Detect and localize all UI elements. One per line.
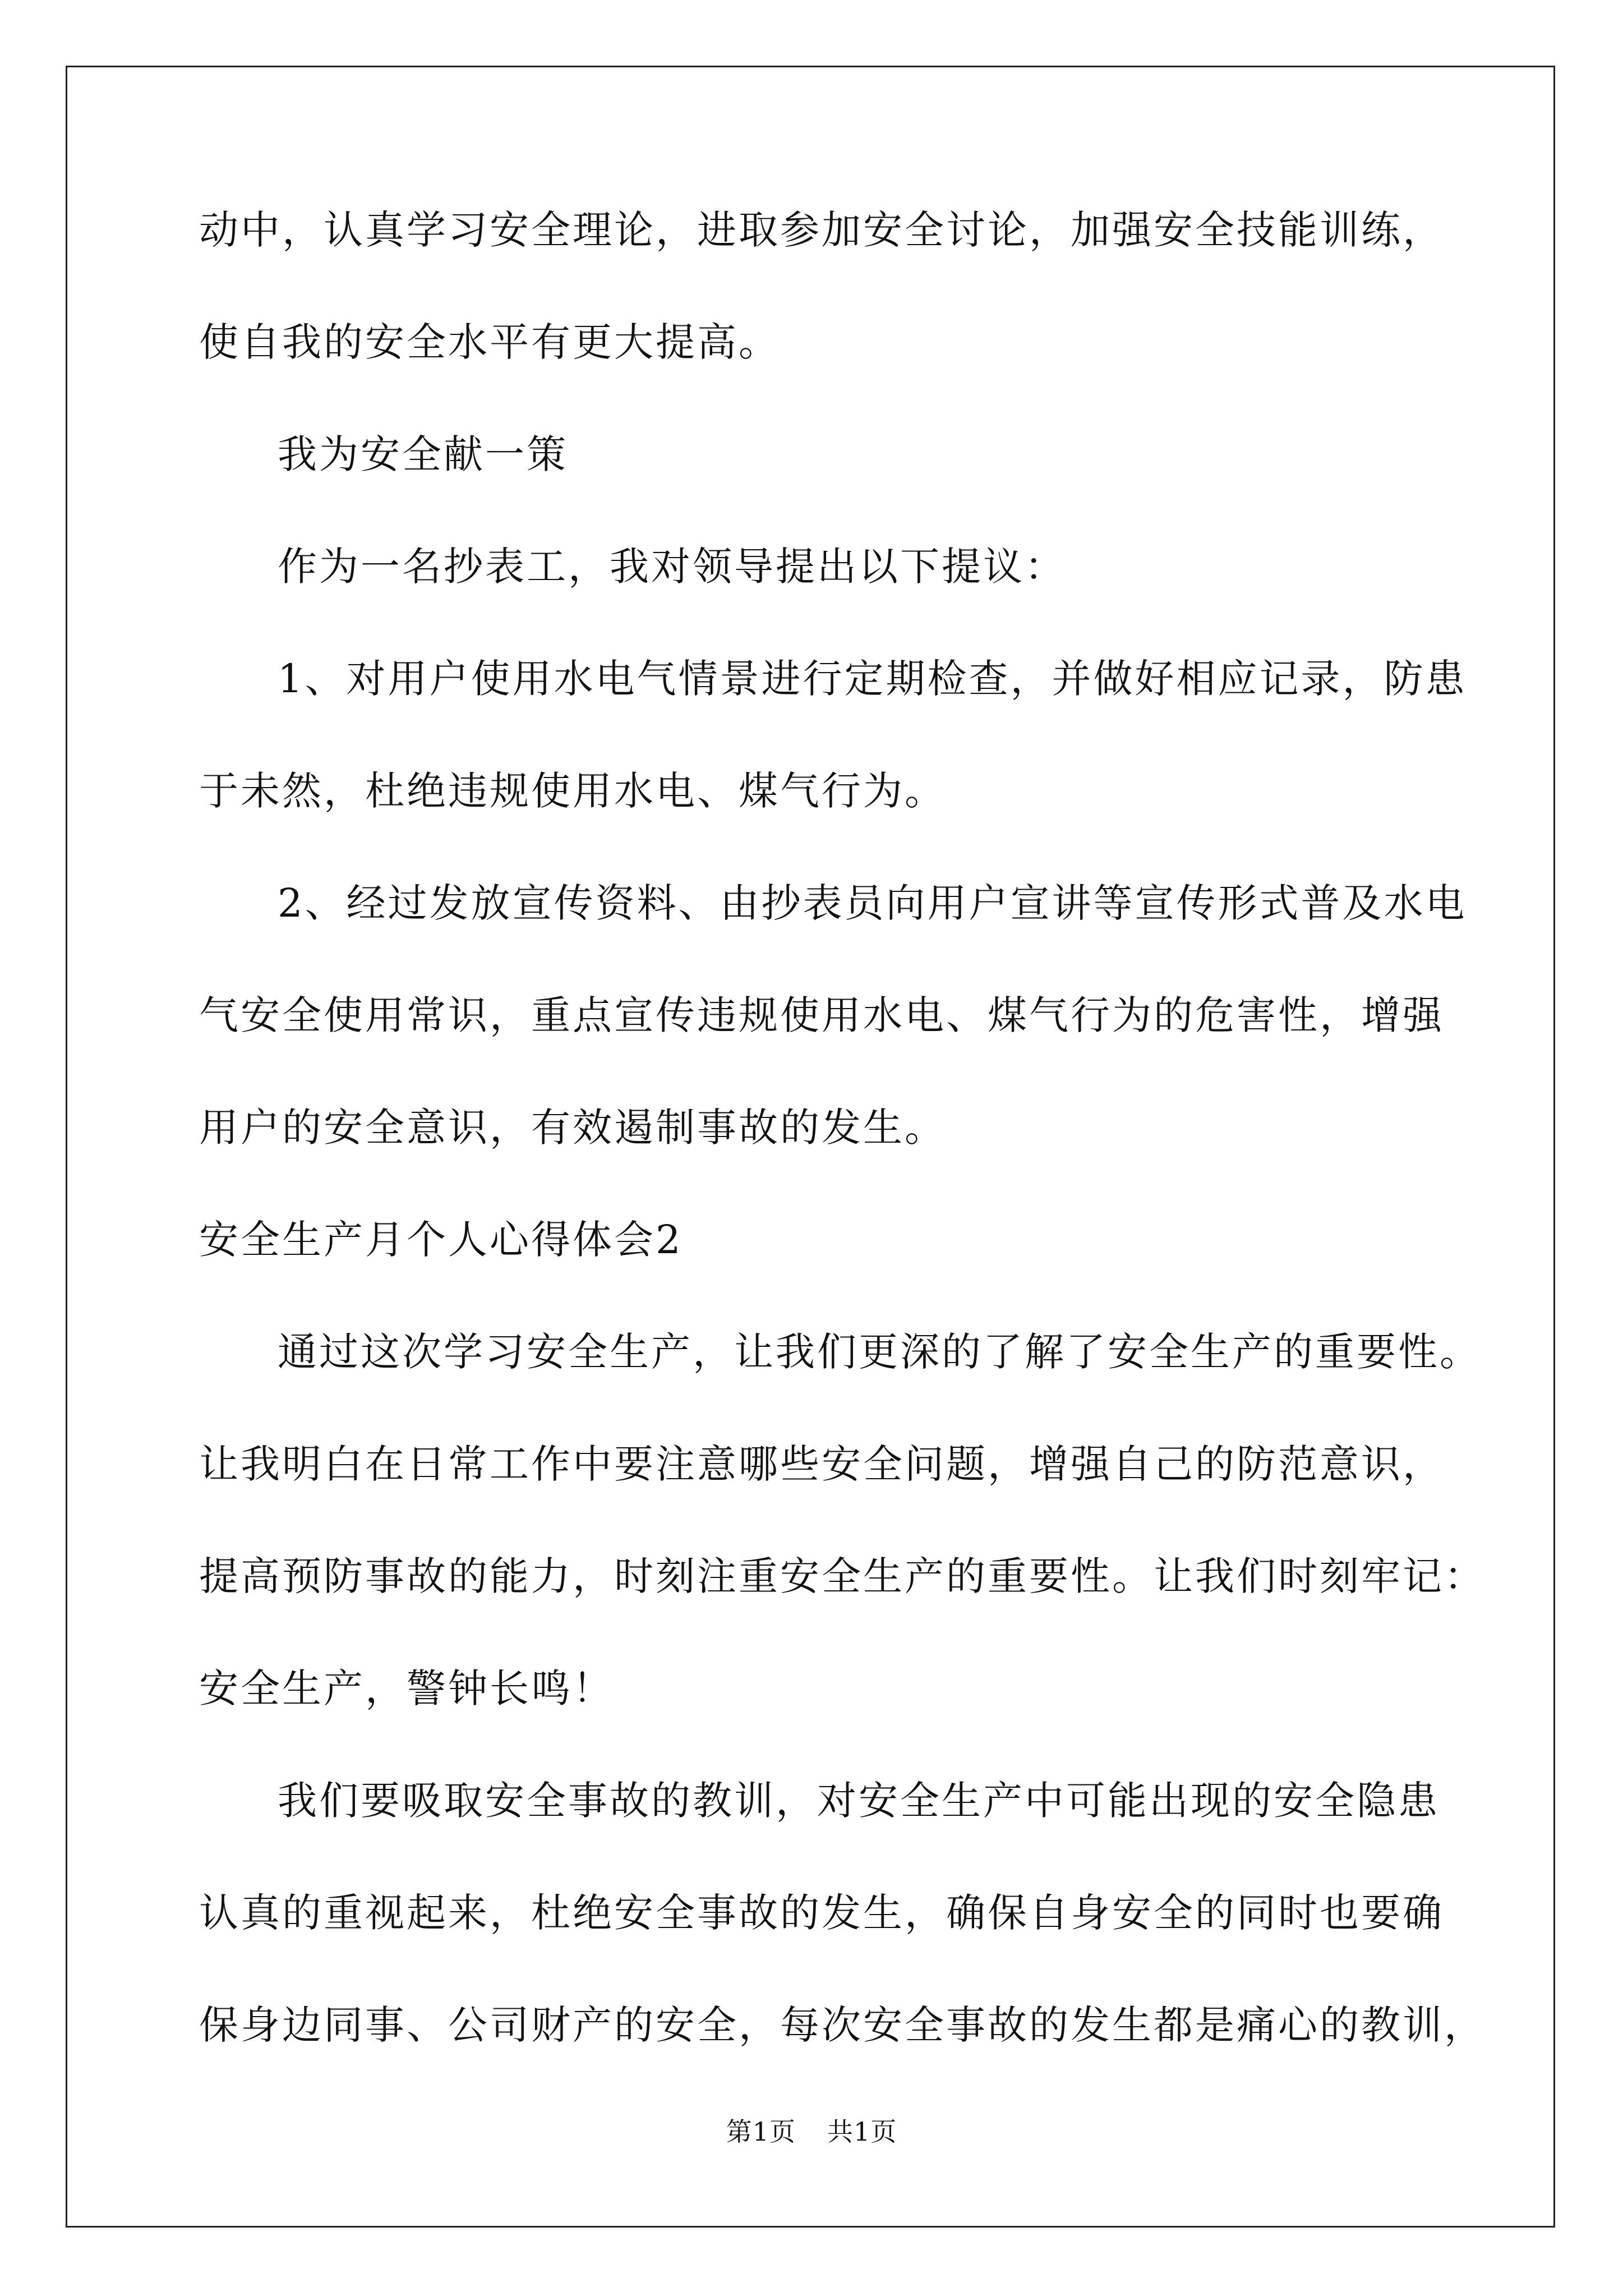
page-footer [0, 2115, 1623, 2148]
page-number: 第1页 [726, 2116, 796, 2147]
body-line: 作为一名抄表工，我对领导提出以下提议： [278, 544, 1066, 590]
body-line: 保身边同事、公司财产的安全，每次安全事故的发生都是痛心的教训， [199, 2002, 1486, 2048]
section-heading: 我为安全献一策 [278, 431, 568, 477]
body-line: 让我明白在日常工作中要注意哪些安全问题，增强自己的防范意识， [199, 1441, 1444, 1487]
body-line: 于未然，杜绝违规使用水电、煤气行为。 [199, 768, 946, 814]
body-line: 用户的安全意识，有效遏制事故的发生。 [199, 1105, 946, 1151]
article-title: 安全生产月个人心得体会2 [199, 1217, 683, 1263]
body-line: 提高预防事故的能力，时刻注重安全生产的重要性。让我们时刻牢记： [199, 1553, 1486, 1599]
body-line: 我们要吸取安全事故的教训，对安全生产中可能出现的安全隐患 [278, 1778, 1440, 1824]
body-line: 气安全使用常识，重点宣传违规使用水电、煤气行为的危害性，增强 [199, 992, 1444, 1038]
list-item: 1、对用户使用水电气情景进行定期检查，并做好相应记录，防患 [278, 656, 1467, 702]
list-item: 2、经过发放宣传资料、由抄表员向用户宣讲等宣传形式普及水电 [278, 880, 1467, 926]
page-total: 共1页 [827, 2116, 897, 2147]
body-line: 安全生产，警钟长鸣！ [199, 1665, 614, 1711]
body-line: 动中，认真学习安全理论，进取参加安全讨论，加强安全技能训练， [199, 207, 1444, 253]
body-line: 认真的重视起来，杜绝安全事故的发生，确保自身安全的同时也要确 [199, 1890, 1444, 1936]
body-line: 通过这次学习安全生产，让我们更深的了解了安全生产的重要性。 [278, 1329, 1481, 1375]
body-line: 使自我的安全水平有更大提高。 [199, 319, 780, 365]
